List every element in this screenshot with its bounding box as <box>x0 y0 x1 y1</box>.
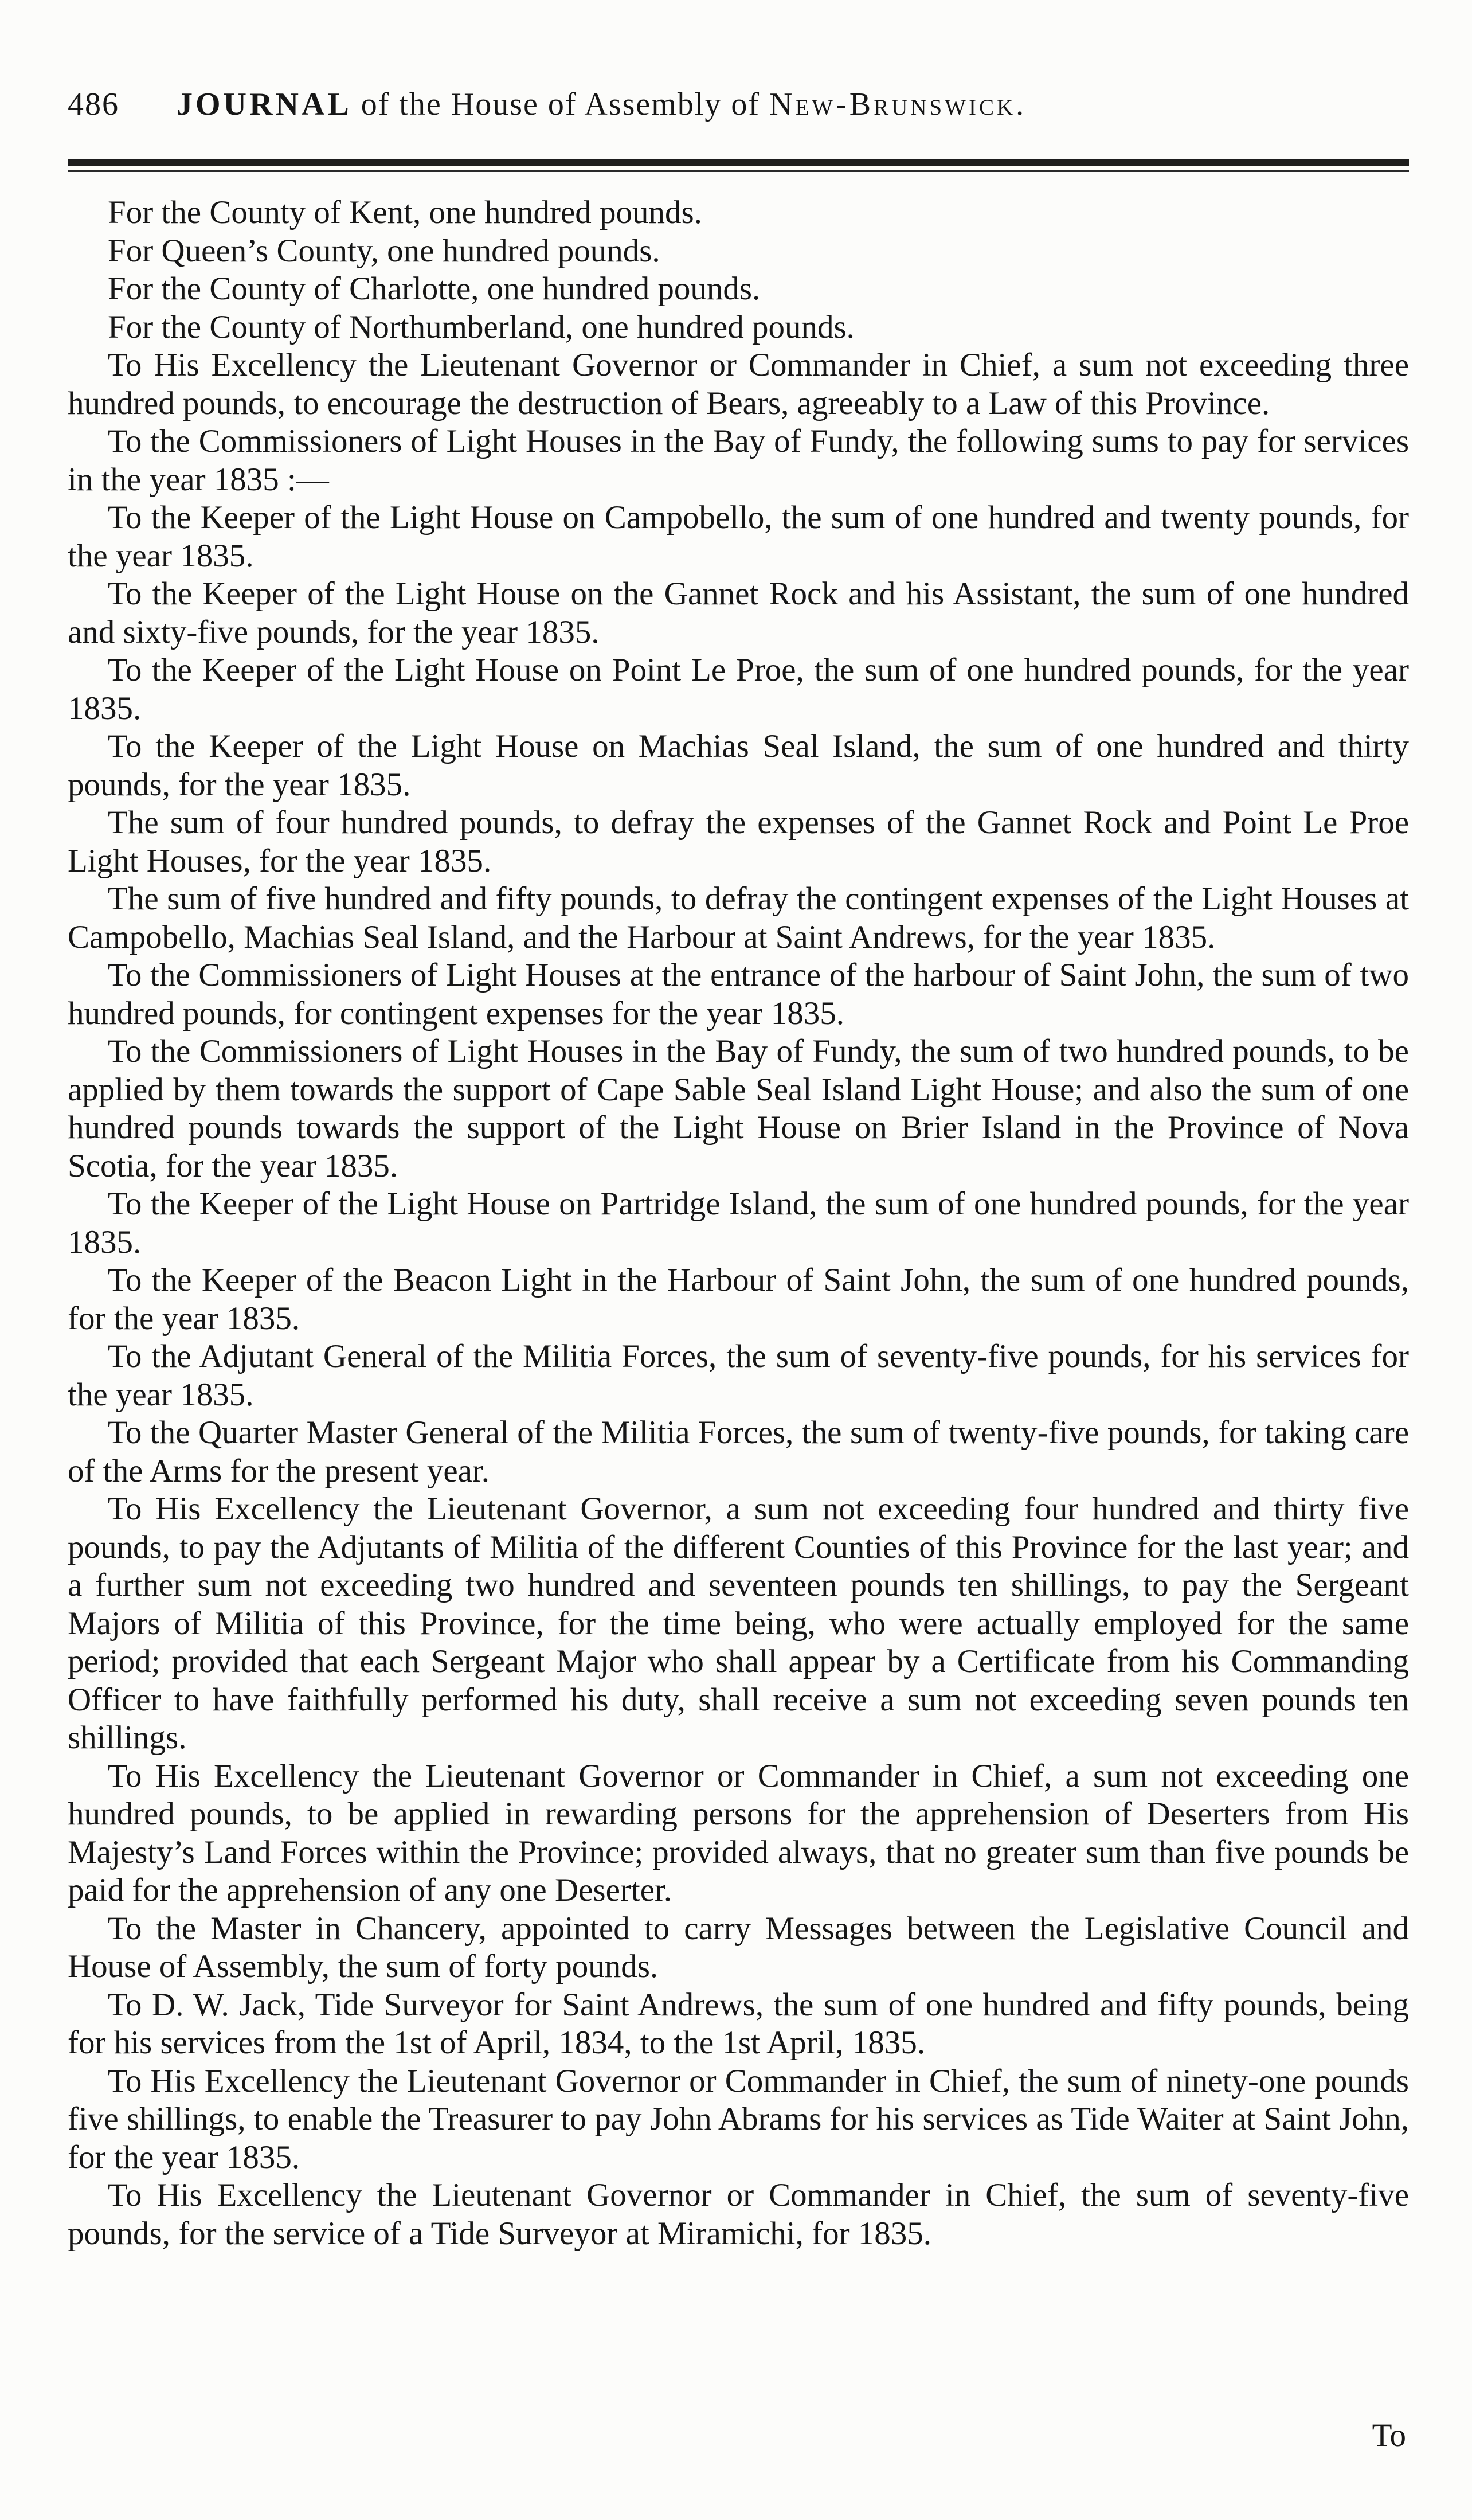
paragraph: To the Adjutant General of the Militia Forces, the sum of seventy-five pounds, for his services for the year 1835. <box>68 1338 1409 1413</box>
paragraph: To His Excellency the Lieutenant Governor or Commander in Chief, a sum not exceeding one hundred pounds, to be applied in rewarding persons for the apprehension of Deserters from His Majesty’s Land Forces within the Province; provided always, that no greater sum than five pounds be paid for the apprehension of any one Deserter. <box>68 1757 1409 1908</box>
paragraph: To the Keeper of the Beacon Light in the Harbour of Saint John, the sum of one hundred pounds, for the year 1835. <box>68 1262 1409 1337</box>
header-rule-thin <box>68 170 1409 172</box>
paragraph: For the County of Northumberland, one hundred pounds. <box>108 308 855 345</box>
paragraph: To the Commissioners of Light Houses in the Bay of Fundy, the sum of two hundred pounds, to be applied by them towards the support of Cape Sable Seal Island Light House; and also the sum of one hundred pounds towards the support of the Light House on Brier Island in the Province of Nova Scotia, for the year 1835. <box>68 1033 1409 1184</box>
catchword: To <box>1372 2417 1406 2453</box>
paragraph: To the Keeper of the Light House on Campobello, the sum of one hundred and twenty pounds, for the year 1835. <box>68 499 1409 574</box>
paragraph: To D. W. Jack, Tide Surveyor for Saint Andrews, the sum of one hundred and fifty pounds, being for his services from the 1st of April, 1834, to the 1st April, 1835. <box>68 1986 1409 2061</box>
paragraph: To the Quarter Master General of the Militia Forces, the sum of twenty-five pounds, for taking care of the Arms for the present year. <box>68 1415 1409 1489</box>
running-title-province: New-Brunswick. <box>769 87 1027 122</box>
paragraph: To the Keeper of the Light House on Partridge Island, the sum of one hundred pounds, for the year 1835. <box>68 1186 1409 1260</box>
paragraph: To His Excellency the Lieutenant Governor or Commander in Chief, the sum of seventy-five pounds, for the service of a Tide Surveyor at Miramichi, for 1835. <box>68 2177 1409 2252</box>
paragraph: To the Commissioners of Light Houses at the entrance of the harbour of Saint John, the sum of two hundred pounds, for contingent expenses for the year 1835. <box>68 957 1409 1032</box>
paragraph: For the County of Kent, one hundred pounds. <box>108 194 702 230</box>
paragraph: To His Excellency the Lieutenant Governor, a sum not exceeding four hundred and thirty five pounds, to pay the Adjutants of Militia of the different Counties of this Province for the last year; and a further sum not exceeding two hundred and seventeen pounds ten shillings, to pay the Sergeant Majors of Militia of this Province, for the time being, who were actually employed for the same period; provided that each Sergeant Major who shall appear by a Certificate from his Commanding Officer to have faithfully performed his duty, shall receive a sum not exceeding seven pounds ten shillings. <box>68 1491 1409 1756</box>
header-rule-thick <box>68 159 1409 166</box>
running-title <box>177 86 1027 123</box>
page-number: 486 <box>68 87 119 122</box>
paragraph: To the Keeper of the Light House on the Gannet Rock and his Assistant, the sum of one hundred and sixty-five pounds, for the year 1835. <box>68 576 1409 650</box>
paragraph: For Queen’s County, one hundred pounds. <box>108 232 660 269</box>
paragraph: To His Excellency the Lieutenant Governor or Commander in Chief, a sum not exceeding three hundred pounds, to encourage the destruction of Bears, agreeably to a Law of this Province. <box>68 347 1409 421</box>
paragraph: To the Commissioners of Light Houses in the Bay of Fundy, the following sums to pay for services in the year 1835 :— <box>68 423 1409 498</box>
paragraph: To the Keeper of the Light House on Machias Seal Island, the sum of one hundred and thirty pounds, for the year 1835. <box>68 728 1409 803</box>
paragraph: To His Excellency the Lieutenant Governor or Commander in Chief, the sum of ninety-one pounds five shillings, to enable the Treasurer to pay John Abrams for his services as Tide Waiter at Saint John, for the year 1835. <box>68 2062 1409 2175</box>
paragraph: The sum of four hundred pounds, to defray the expenses of the Gannet Rock and Point Le Proe Light Houses, for the year 1835. <box>68 804 1409 879</box>
paragraph: To the Master in Chancery, appointed to carry Messages between the Legislative Council and House of Assembly, the sum of forty pounds. <box>68 1910 1409 1984</box>
running-title-middle: of the House of Assembly of <box>361 87 761 122</box>
paragraph: For the County of Charlotte, one hundred pounds. <box>108 271 761 307</box>
running-header <box>68 86 1403 138</box>
body-text <box>68 194 1409 2253</box>
running-title-main: JOURNAL <box>177 87 352 122</box>
paragraph: To the Keeper of the Light House on Point Le Proe, the sum of one hundred pounds, for the year 1835. <box>68 652 1409 726</box>
paragraph: The sum of five hundred and fifty pounds, to defray the contingent expenses of the Light Houses at Campobello, Machias Seal Island, and the Harbour at Saint Andrews, for the year 1835. <box>68 881 1409 955</box>
